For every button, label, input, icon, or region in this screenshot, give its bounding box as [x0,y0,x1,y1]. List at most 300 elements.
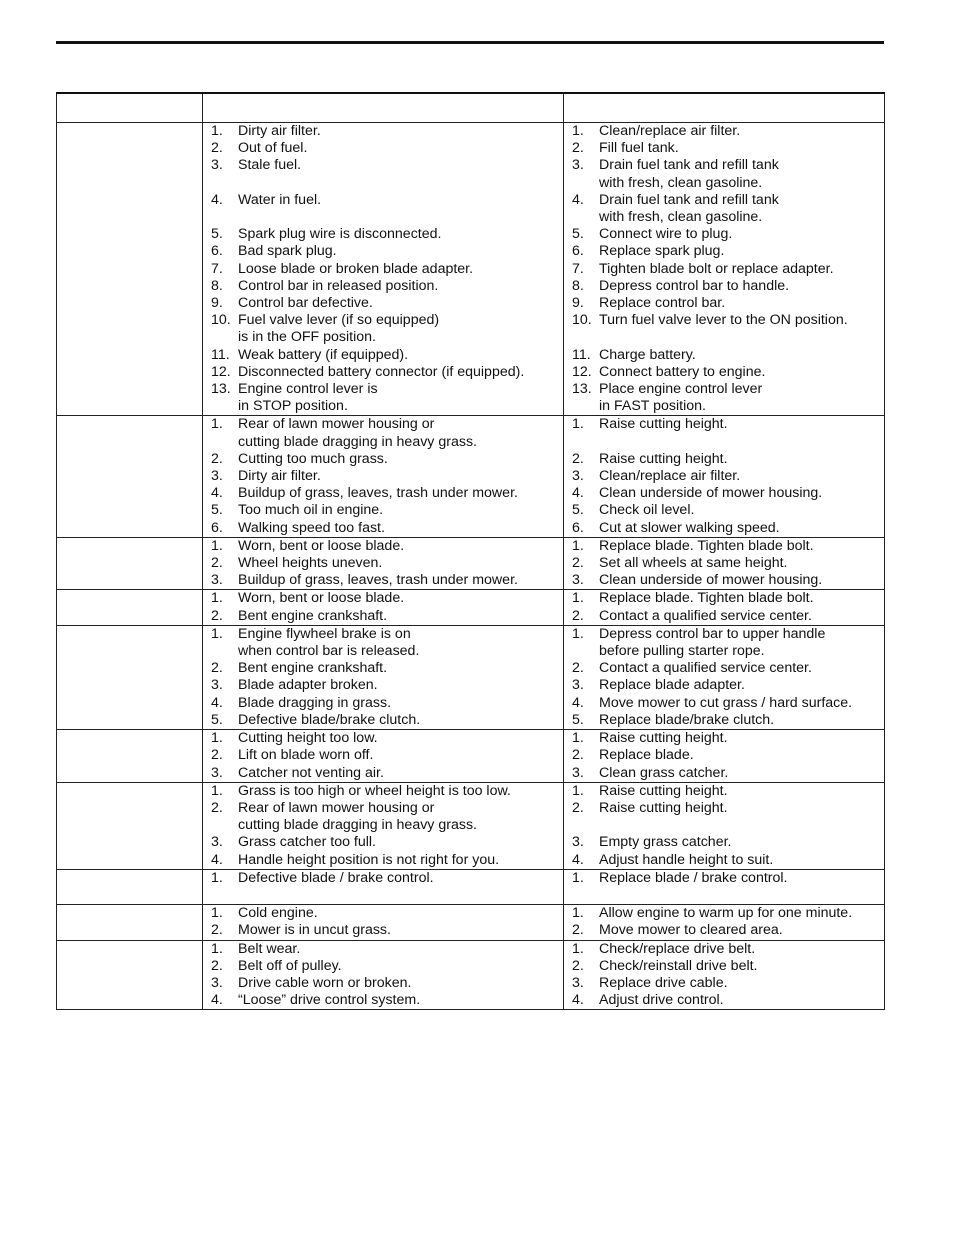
item-number: 2. [211,607,223,624]
item-number: 2. [211,140,223,157]
remedy-item [564,783,884,800]
item-text: Replace blade / brake control. [599,869,788,886]
item-text: Rear of lawn mower housing or [238,799,435,816]
item-number: 5. [211,226,223,243]
cause-item [203,852,563,869]
item-text: Too much oil in engine. [238,502,384,519]
remedy-item [564,905,884,922]
item-number: 1. [211,940,223,957]
cause-item [203,905,563,922]
cause-item [203,278,563,295]
cause-cell [203,537,564,590]
item-number: 1. [572,123,584,139]
item-text: Buildup of grass, leaves, trash under mower. [238,485,518,502]
cause-item [203,572,563,589]
remedy-cell [564,940,885,1010]
remedy-cell [564,590,885,625]
problem-cell [57,940,203,1010]
cause-item [203,922,563,939]
item-number: 3. [572,974,584,991]
remedy-item [564,730,884,747]
item-number: 4. [572,485,584,502]
cause-cell [203,730,564,783]
item-text: cutting blade dragging in heavy grass. [238,817,477,834]
cause-item [203,364,563,381]
cause-item [203,660,563,677]
item-number: 4. [211,485,223,502]
item-number: 1. [572,940,584,957]
item-text: Raise cutting height. [599,782,728,799]
remedy-item [564,800,884,834]
item-number: 2. [572,957,584,974]
item-text: Allow engine to warm up for one minute. [599,905,853,922]
item-number: 8. [211,277,223,294]
item-text: Fill fuel tank. [599,140,679,157]
item-text: Clean/replace air filter. [599,123,741,139]
table-row [57,537,885,590]
item-number: 3. [211,468,223,485]
item-text: Replace blade adapter. [599,677,745,694]
problem-cell [57,730,203,783]
blank-line [203,175,563,192]
remedy-item [564,677,884,694]
cause-item [203,261,563,278]
item-text: Set all wheels at same height. [599,555,788,572]
item-text: Replace control bar. [599,295,726,312]
item-number: 1. [211,905,223,922]
remedy-cell [564,730,885,783]
item-text: Spark plug wire is disconnected. [238,226,442,243]
item-number: 3. [572,677,584,694]
item-text: Replace drive cable. [599,974,728,991]
item-text: Dirty air filter. [238,123,321,139]
remedy-item [564,243,884,260]
item-number: 1. [572,782,584,799]
cause-item [203,870,563,904]
item-text: Rear of lawn mower housing or [238,416,435,433]
item-number: 3. [572,834,584,851]
remedy-item [564,502,884,519]
item-text: Empty grass catcher. [599,834,732,851]
cause-cell [203,905,564,940]
remedy-item [564,941,884,958]
remedy-item [564,485,884,502]
item-number: 12. [211,363,231,380]
remedy-cell [564,537,885,590]
item-text: Cut at slower walking speed. [599,519,780,536]
item-number: 7. [211,260,223,277]
item-text: Tighten blade bolt or replace adapter. [599,260,834,277]
item-number: 2. [211,957,223,974]
remedy-item [564,747,884,764]
item-text: Stale fuel. [238,157,302,174]
item-number: 5. [572,711,584,728]
item-text: Defective blade / brake control. [238,869,434,886]
item-text: Water in fuel. [238,191,322,208]
item-text: Blade dragging in grass. [238,694,392,711]
remedy-item [564,958,884,975]
remedy-item [564,123,884,140]
item-number: 1. [211,123,223,139]
item-number: 3. [211,157,223,174]
item-text: Catcher not venting air. [238,764,384,781]
cause-item [203,295,563,312]
item-text: Check/replace drive belt. [599,940,756,957]
remedy-item [564,520,884,537]
remedy-item [564,660,884,677]
cause-cell [203,416,564,537]
remedy-item [564,381,884,415]
item-number: 13. [211,381,231,398]
item-text: Drain fuel tank and refill tank [599,157,779,174]
item-text: Lift on blade worn off. [238,747,374,764]
item-text: Belt wear. [238,940,301,957]
item-number: 5. [211,502,223,519]
remedy-item [564,975,884,992]
item-text: Loose blade or broken blade adapter. [238,260,474,277]
header-cause [203,93,564,123]
remedy-item [564,538,884,555]
remedy-item [564,695,884,712]
remedy-item [564,451,884,468]
remedy-item [564,192,884,226]
item-number: 7. [572,260,584,277]
item-number: 4. [572,694,584,711]
item-number: 1. [572,590,584,607]
item-number: 1. [211,730,223,747]
remedy-item [564,922,884,939]
remedy-item [564,295,884,312]
cause-item [203,485,563,502]
item-number: 1. [211,625,223,642]
item-text: Raise cutting height. [599,416,728,433]
item-text: Clean grass catcher. [599,764,729,781]
item-text: Connect wire to plug. [599,226,733,243]
table-row [57,590,885,625]
item-text: Mower is in uncut grass. [238,922,391,939]
item-text: Raise cutting height. [599,730,728,747]
item-text: Control bar in released position. [238,277,439,294]
item-number: 1. [211,590,223,607]
cause-item [203,157,563,191]
cause-item [203,695,563,712]
cause-item [203,608,563,625]
item-number: 1. [211,416,223,433]
item-number: 3. [211,572,223,589]
problem-cell [57,123,203,416]
item-number: 6. [572,243,584,260]
item-text: Charge battery. [599,346,696,363]
cause-cell [203,590,564,625]
cause-cell [203,123,564,416]
cause-item [203,347,563,364]
remedy-item [564,140,884,157]
problem-cell [57,537,203,590]
item-text: Dirty air filter. [238,468,321,485]
cause-item [203,538,563,555]
remedy-item [564,468,884,485]
problem-cell [57,782,203,869]
item-number: 3. [211,974,223,991]
item-number: 2. [572,660,584,677]
table-row [57,416,885,537]
cause-item [203,590,563,607]
item-text: cutting blade dragging in heavy grass. [238,433,477,450]
cause-item [203,975,563,992]
item-text: Replace blade. Tighten blade bolt. [599,537,814,554]
item-number: 3. [211,764,223,781]
item-text: Weak battery (if equipped). [238,346,409,363]
table-row [57,123,885,416]
remedy-item [564,416,884,450]
problem-cell [57,905,203,940]
item-text: Replace blade. [599,747,694,764]
item-number: 2. [211,747,223,764]
item-number: 4. [572,992,584,1009]
cause-item [203,416,563,450]
item-number: 3. [572,572,584,589]
cause-item [203,992,563,1009]
remedy-cell [564,869,885,904]
header-row [57,93,885,123]
item-text: Adjust drive control. [599,992,724,1009]
item-number: 4. [211,191,223,208]
cause-item [203,468,563,485]
item-text: Handle height position is not right for you. [238,851,500,868]
remedy-item [564,261,884,278]
cause-item [203,123,563,140]
item-text: Control bar defective. [238,295,373,311]
item-number: 3. [211,834,223,851]
remedy-item [564,312,884,346]
item-text: Bad spark plug. [238,243,337,260]
item-number: 3. [572,468,584,485]
blank-line [564,887,884,904]
remedy-item [564,555,884,572]
item-number: 9. [211,295,223,311]
remedy-item [564,834,884,851]
item-text: Replace blade/brake clutch. [599,711,775,728]
item-number: 10. [211,312,231,329]
cause-item [203,765,563,782]
top-rule [56,41,884,44]
cause-item [203,192,563,226]
item-number: 1. [572,416,584,433]
item-number: 3. [211,677,223,694]
item-number: 1. [572,905,584,922]
item-text: is in the OFF position. [238,329,376,346]
remedy-item [564,572,884,589]
remedy-cell [564,625,885,729]
cause-item [203,958,563,975]
table-body [57,123,885,1010]
item-text: before pulling starter rope. [599,643,765,660]
item-text: Drive cable worn or broken. [238,974,412,991]
blank-line [564,329,884,346]
item-number: 1. [572,869,584,886]
item-number: 2. [211,450,223,467]
item-text: when control bar is released. [238,643,420,660]
item-number: 10. [572,312,592,329]
item-number: 11. [211,346,230,363]
item-number: 5. [572,226,584,243]
cause-cell [203,869,564,904]
item-text: Drain fuel tank and refill tank [599,191,779,208]
remedy-item [564,712,884,729]
cause-item [203,712,563,729]
item-number: 4. [572,191,584,208]
cause-item [203,800,563,834]
remedy-cell [564,782,885,869]
problem-cell [57,625,203,729]
remedy-item [564,364,884,381]
item-text: Move mower to cleared area. [599,922,783,939]
item-text: Contact a qualified service center. [599,607,812,624]
remedy-item [564,626,884,660]
cause-item [203,783,563,800]
item-number: 2. [211,799,223,816]
item-text: Worn, bent or loose blade. [238,590,405,607]
item-text: Wheel heights uneven. [238,555,383,572]
item-text: Clean underside of mower housing. [599,485,823,502]
remedy-cell [564,416,885,537]
remedy-item [564,157,884,191]
remedy-item [564,852,884,869]
item-number: 8. [572,277,584,294]
item-text: Depress control bar to upper handle [599,625,826,642]
cause-item [203,520,563,537]
item-text: Bent engine crankshaft. [238,660,388,677]
cause-item [203,243,563,260]
item-text: Raise cutting height. [599,450,728,467]
table-row [57,905,885,940]
item-text: Walking speed too fast. [238,519,385,536]
remedy-item [564,347,884,364]
item-number: 12. [572,363,592,380]
item-number: 2. [572,140,584,157]
cause-item [203,140,563,157]
item-text: Buildup of grass, leaves, trash under mower. [238,572,518,589]
item-number: 4. [211,992,223,1009]
item-number: 4. [572,851,584,868]
item-text: Clean/replace air filter. [599,468,741,485]
item-text: Cold engine. [238,905,318,922]
item-text: Cutting too much grass. [238,450,388,467]
cause-item [203,834,563,851]
item-number: 2. [572,747,584,764]
item-text: Disconnected battery connector (if equipped). [238,363,525,380]
item-text: Contact a qualified service center. [599,660,812,677]
item-number: 1. [572,625,584,642]
item-text: “Loose” drive control system. [238,992,421,1009]
cause-item [203,226,563,243]
item-text: Fuel valve lever (if so equipped) [238,312,440,329]
item-text: Worn, bent or loose blade. [238,537,405,554]
item-number: 3. [572,157,584,174]
item-text: Place engine control lever [599,381,763,398]
cause-cell [203,782,564,869]
item-number: 2. [572,607,584,624]
item-text: Engine control lever is [238,381,378,398]
item-text: Check oil level. [599,502,695,519]
item-number: 1. [572,537,584,554]
cause-item [203,451,563,468]
item-number: 2. [211,922,223,939]
blank-line [564,434,884,451]
item-text: in FAST position. [599,398,706,415]
item-text: Bent engine crankshaft. [238,607,388,624]
troubleshooting-table [56,92,885,1010]
item-text: Replace blade. Tighten blade bolt. [599,590,814,607]
item-text: Defective blade/brake clutch. [238,711,421,728]
item-text: Cutting height too low. [238,730,378,747]
item-number: 3. [572,764,584,781]
cause-cell [203,625,564,729]
item-number: 2. [572,922,584,939]
blank-line [203,209,563,226]
cause-cell [203,940,564,1010]
item-number: 1. [211,537,223,554]
cause-item [203,730,563,747]
item-text: in STOP position. [238,398,348,415]
item-number: 4. [211,694,223,711]
remedy-item [564,590,884,607]
header-problem [57,93,203,123]
table-row [57,869,885,904]
item-text: Grass is too high or wheel height is too low. [238,782,511,799]
item-number: 11. [572,346,591,363]
table-row [57,782,885,869]
cause-item [203,941,563,958]
item-number: 6. [211,243,223,260]
item-text: Clean underside of mower housing. [599,572,823,589]
remedy-cell [564,123,885,416]
blank-line [203,887,563,904]
table-row [57,625,885,729]
problem-cell [57,869,203,904]
remedy-item [564,870,884,904]
table-row [57,730,885,783]
item-number: 13. [572,381,592,398]
cause-item [203,626,563,660]
item-text: Move mower to cut grass / hard surface. [599,694,853,711]
item-number: 1. [572,730,584,747]
blank-line [564,817,884,834]
cause-item [203,312,563,346]
remedy-item [564,226,884,243]
item-number: 2. [211,660,223,677]
problem-cell [57,416,203,537]
item-text: Belt off of pulley. [238,957,342,974]
item-text: with fresh, clean gasoline. [599,209,763,226]
remedy-item [564,992,884,1009]
remedy-item [564,765,884,782]
item-text: Connect battery to engine. [599,363,766,380]
cause-item [203,502,563,519]
cause-item [203,381,563,415]
item-text: Adjust handle height to suit. [599,851,774,868]
item-number: 9. [572,295,584,312]
cause-item [203,677,563,694]
remedy-item [564,278,884,295]
item-number: 2. [572,450,584,467]
item-number: 2. [572,799,584,816]
item-number: 5. [211,711,223,728]
item-text: Check/reinstall drive belt. [599,957,758,974]
item-text: Engine flywheel brake is on [238,625,411,642]
table-header [57,93,885,123]
item-number: 6. [211,519,223,536]
